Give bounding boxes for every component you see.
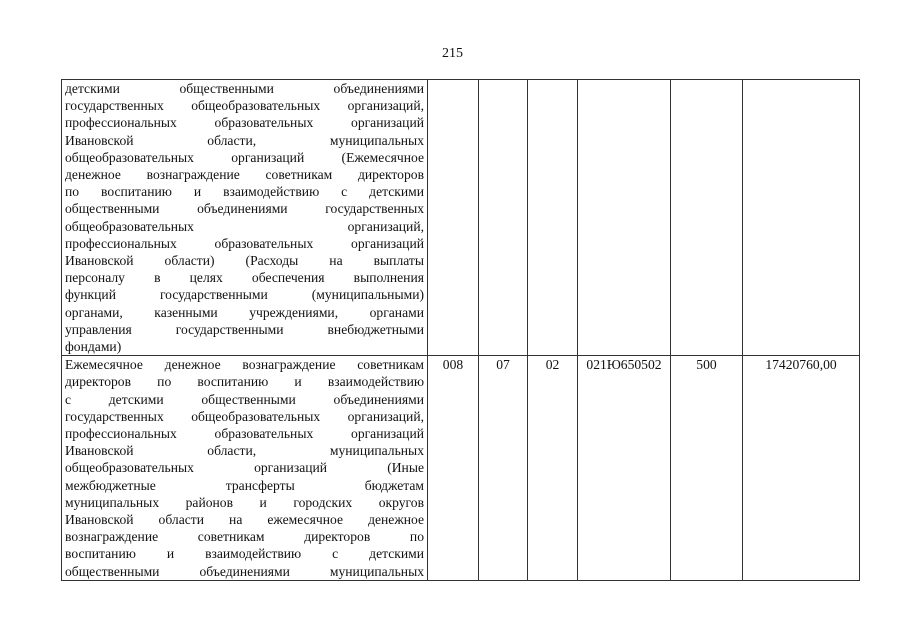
row-description bbox=[62, 80, 428, 356]
expense-type-cell bbox=[671, 80, 743, 356]
budget-table bbox=[61, 79, 860, 581]
description-line: Ежемесячное денежное вознаграждение советникам bbox=[65, 357, 424, 373]
ministry-code-cell: 008 bbox=[428, 356, 479, 581]
description-line: профессиональных образовательных организаций bbox=[65, 115, 424, 131]
row-description bbox=[62, 356, 428, 581]
description-line: функций государственными (муниципальными) bbox=[65, 287, 424, 303]
subsection-code-cell bbox=[528, 80, 578, 356]
amount-cell: 17420760,00 bbox=[743, 356, 860, 581]
section-code-cell bbox=[479, 80, 528, 356]
description-line: государственных общеобразовательных организаций, bbox=[65, 98, 424, 114]
section-code-cell: 07 bbox=[479, 356, 528, 581]
description-line: общественными объединениями государственных bbox=[65, 201, 424, 217]
description-line: общеобразовательных организаций (Ежемесячное bbox=[65, 149, 424, 165]
description-line: денежное вознаграждение советникам директоров bbox=[65, 167, 424, 183]
description-line: воспитанию и взаимодействию с детскими bbox=[65, 546, 424, 562]
amount-cell bbox=[743, 80, 860, 356]
description-line: Ивановской области на ежемесячное денежное bbox=[65, 512, 424, 528]
expense-type-cell: 500 bbox=[671, 356, 743, 581]
description-line: с детскими общественными объединениями bbox=[65, 391, 424, 407]
table-row bbox=[62, 80, 860, 356]
description-line: фондами) bbox=[65, 339, 122, 355]
description-line: межбюджетные трансферты бюджетам bbox=[65, 477, 424, 493]
ministry-code-cell bbox=[428, 80, 479, 356]
description-line: муниципальных районов и городских округов bbox=[65, 494, 424, 510]
description-line: персоналу в целях обеспечения выполнения bbox=[65, 270, 424, 286]
description-line: по воспитанию и взаимодействию с детскими bbox=[65, 184, 424, 200]
description-line: Ивановской области, муниципальных bbox=[65, 443, 424, 459]
description-line: управления государственными внебюджетными bbox=[65, 321, 424, 337]
description-line: профессиональных образовательных организаций bbox=[65, 426, 424, 442]
description-line: общеобразовательных организаций, bbox=[65, 218, 424, 234]
description-line: общеобразовательных организаций (Иные bbox=[65, 460, 424, 476]
description-line: вознаграждение советникам директоров по bbox=[65, 529, 424, 545]
page-number: 215 bbox=[442, 46, 463, 61]
description-line: Ивановской области, муниципальных bbox=[65, 132, 424, 148]
description-line: органами, казенными учреждениями, органами bbox=[65, 304, 424, 320]
subsection-code-cell: 02 bbox=[528, 356, 578, 581]
target-article-cell: 021Ю650502 bbox=[578, 356, 671, 581]
description-line: детскими общественными объединениями bbox=[65, 81, 424, 96]
description-line: государственных общеобразовательных организаций, bbox=[65, 408, 424, 424]
table-row bbox=[62, 356, 860, 581]
description-line: Ивановской области) (Расходы на выплаты bbox=[65, 253, 424, 269]
description-line: общественными объединениями муниципальных bbox=[65, 563, 424, 579]
description-line: директоров по воспитанию и взаимодействию bbox=[65, 374, 424, 390]
description-line: профессиональных образовательных организаций bbox=[65, 235, 424, 251]
target-article-cell bbox=[578, 80, 671, 356]
